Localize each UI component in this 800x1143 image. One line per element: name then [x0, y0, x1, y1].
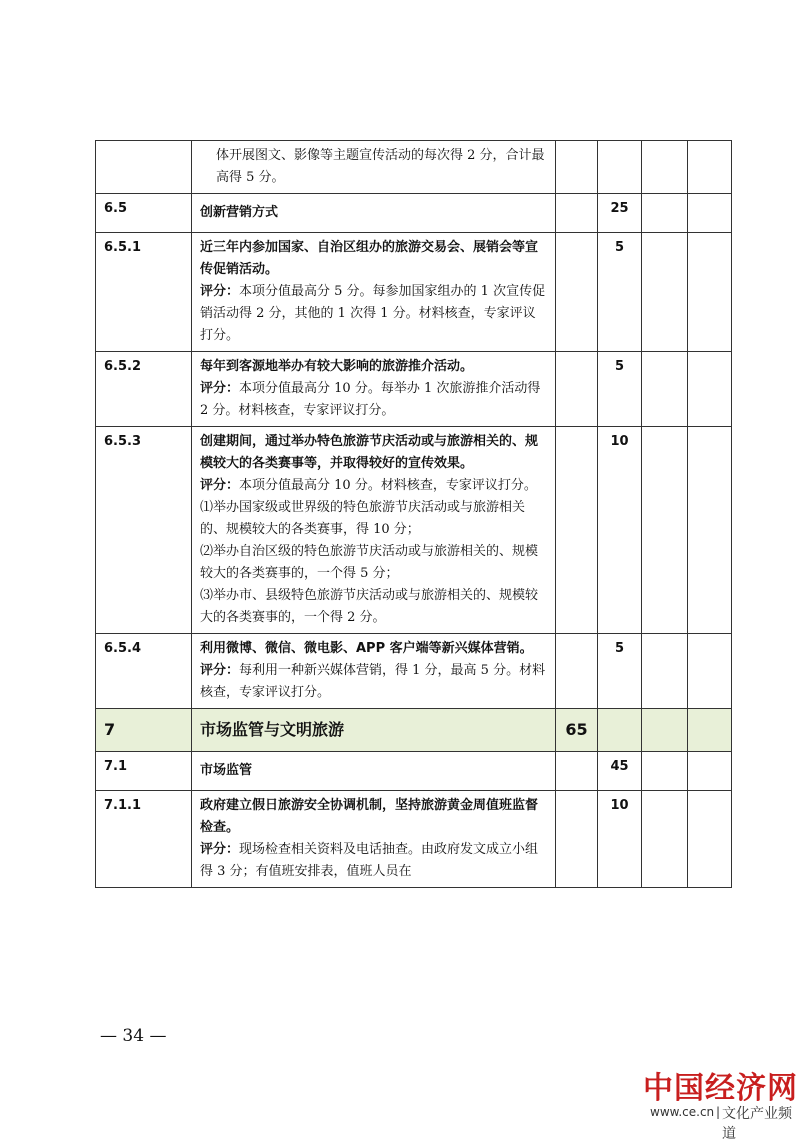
blank-cell	[688, 194, 732, 233]
blank-cell	[642, 634, 688, 709]
score-cell	[598, 709, 642, 752]
score-cell	[598, 141, 642, 194]
item-text	[192, 427, 556, 634]
score-cell	[556, 427, 598, 634]
sub-item: ⑶举办市、县级特色旅游节庆活动或与旅游相关的、规模较大的各类赛事的，一个得 2 分。	[200, 588, 539, 625]
item-code: 6.5.3	[96, 427, 192, 634]
brand-name: 中国经济网	[643, 1071, 798, 1106]
scoring-table	[95, 140, 732, 888]
score-cell: 5	[598, 634, 642, 709]
blank-cell	[688, 634, 732, 709]
note-label: 评分：	[200, 284, 240, 299]
table-row	[96, 791, 732, 888]
item-text	[192, 233, 556, 352]
score-cell: 10	[598, 791, 642, 888]
table-row	[96, 141, 732, 194]
note-label: 评分：	[200, 663, 240, 678]
item-text	[192, 791, 556, 888]
watermark-logo	[630, 1063, 798, 1142]
score-cell: 5	[598, 233, 642, 352]
page-number: — 34 —	[100, 1026, 167, 1046]
blank-cell	[642, 752, 688, 791]
item-text	[192, 634, 556, 709]
score-cell	[556, 791, 598, 888]
blank-cell	[688, 233, 732, 352]
item-code: 6.5	[96, 194, 192, 233]
score-cell	[556, 634, 598, 709]
item-text	[192, 352, 556, 427]
note-text: 本项分值最高分 10 分。每举办 1 次旅游推介活动得 2 分。材料核查，专家评议打分。	[200, 381, 541, 418]
blank-cell	[642, 709, 688, 752]
table-row	[96, 752, 732, 791]
item-code: 7.1.1	[96, 791, 192, 888]
requirement-text: 创建期间，通过举办特色旅游节庆活动或与旅游相关的、规模较大的各类赛事等，并取得较好的宣传效果。	[200, 434, 539, 471]
blank-cell	[688, 791, 732, 888]
item-code: 6.5.1	[96, 233, 192, 352]
blank-cell	[642, 194, 688, 233]
blank-cell	[642, 352, 688, 427]
score-cell: 10	[598, 427, 642, 634]
score-cell: 25	[598, 194, 642, 233]
score-cell	[556, 752, 598, 791]
note-text: 本项分值最高分 5 分。每参加国家组办的 1 次宣传促销活动得 2 分，其他的 1 次得 1 分。材料核查，专家评议打分。	[200, 284, 546, 343]
item-code: 7	[96, 709, 192, 752]
blank-cell	[688, 427, 732, 634]
note-text: 每利用一种新兴媒体营销，得 1 分，最高 5 分。材料核查，专家评议打分。	[200, 663, 546, 700]
note-label: 评分：	[200, 842, 240, 857]
score-cell	[556, 352, 598, 427]
blank-cell	[642, 427, 688, 634]
table-row	[96, 352, 732, 427]
divider: |	[716, 1105, 721, 1119]
requirement-text: 政府建立假日旅游安全协调机制，坚持旅游黄金周值班监督检查。	[200, 798, 539, 835]
blank-cell	[688, 141, 732, 194]
channel-name: 文化产业频道	[722, 1106, 792, 1142]
requirement-text: 每年到客源地举办有较大影响的旅游推介活动。	[200, 359, 474, 374]
score-cell: 45	[598, 752, 642, 791]
item-code	[96, 141, 192, 194]
item-code: 6.5.2	[96, 352, 192, 427]
requirement-text: 利用微博、微信、微电影、APP 客户端等新兴媒体营销。	[200, 641, 533, 656]
note-label: 评分：	[200, 478, 240, 493]
requirement-text: 近三年内参加国家、自治区组办的旅游交易会、展销会等宣传促销活动。	[200, 240, 539, 277]
item-code: 7.1	[96, 752, 192, 791]
blank-cell	[642, 791, 688, 888]
item-title: 市场监管	[192, 752, 556, 791]
sub-item: ⑵举办自治区级的特色旅游节庆活动或与旅游相关的、规模较大的各类赛事的，一个得 5 分；	[200, 544, 539, 581]
blank-cell	[688, 709, 732, 752]
blank-cell	[642, 233, 688, 352]
continuation-text: 体开展图文、影像等主题宣传活动的每次得 2 分，合计最高得 5 分。	[216, 148, 545, 185]
table-row-section	[96, 709, 732, 752]
note-text: 本项分值最高分 10 分。材料核查，专家评议打分。	[239, 478, 537, 493]
table-row	[96, 194, 732, 233]
table-row	[96, 634, 732, 709]
item-title: 创新营销方式	[192, 194, 556, 233]
blank-cell	[688, 352, 732, 427]
score-cell: 5	[598, 352, 642, 427]
blank-cell	[642, 141, 688, 194]
item-code: 6.5.4	[96, 634, 192, 709]
table-row	[96, 427, 732, 634]
table-row	[96, 233, 732, 352]
score-cell	[556, 233, 598, 352]
blank-cell	[688, 752, 732, 791]
sub-item: ⑴举办国家级或世界级的特色旅游节庆活动或与旅游相关的、规模较大的各类赛事，得 10 分；	[200, 500, 526, 537]
item-title: 市场监管与文明旅游	[192, 709, 556, 752]
note-text: 现场检查相关资料及电话抽查。由政府发文成立小组得 3 分；有值班安排表，值班人员在	[200, 842, 539, 879]
score-cell: 65	[556, 709, 598, 752]
note-label: 评分：	[200, 381, 240, 396]
item-text	[192, 141, 556, 194]
brand-url: www.ce.cn	[650, 1105, 715, 1119]
score-cell	[556, 141, 598, 194]
score-cell	[556, 194, 598, 233]
